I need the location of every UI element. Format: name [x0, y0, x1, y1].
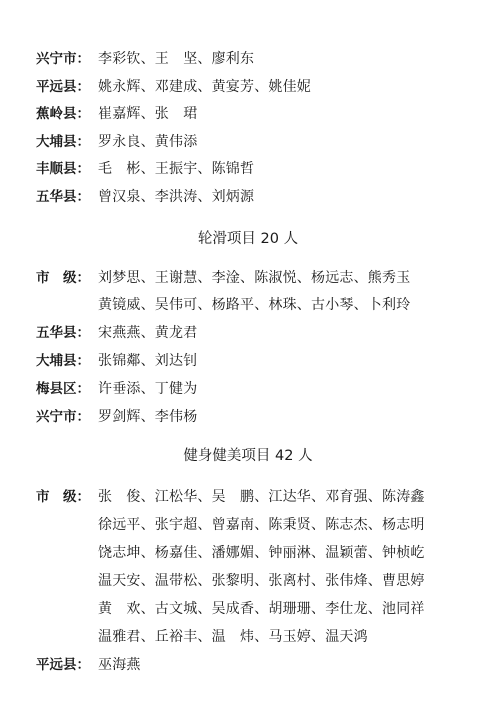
region-label: 平远县：: [36, 79, 90, 95]
names-list: 曾汉泉、李洪涛、刘炳源: [98, 189, 255, 205]
region-label: 兴宁市：: [36, 51, 90, 67]
roster-row: [0, 652, 496, 678]
names-list: 张 俊、江松华、吴 鹏、江达华、邓育强、陈涛鑫: [98, 489, 425, 505]
names-list: 李彩钦、王 坚、廖利东: [98, 51, 255, 67]
section-heading: 轮滑项目 20 人: [197, 231, 299, 247]
roster-row: [0, 320, 496, 346]
names-list: 罗永良、黄伟添: [98, 134, 198, 150]
region-label: 大埔县：: [36, 353, 90, 369]
names-list: 饶志坤、杨嘉佳、潘娜媚、钟丽淋、温颖蕾、钟桢屹: [98, 545, 425, 561]
names-list: 黄 欢、古文城、吴成香、胡珊珊、李仕龙、池同祥: [98, 601, 425, 617]
roster-row: [0, 404, 496, 430]
region-label: 市 级：: [36, 489, 90, 505]
names-list: 毛 彬、王振宇、陈锦哲: [98, 161, 255, 177]
region-label: 梅县区：: [36, 381, 90, 397]
region-label: 市 级：: [36, 270, 90, 286]
region-label: 大埔县：: [36, 134, 90, 150]
region-label: 五华县：: [36, 325, 90, 341]
roster-row: [0, 74, 496, 100]
roster-row: [0, 568, 496, 594]
roster-row: [0, 484, 496, 510]
region-label: 丰顺县：: [36, 161, 90, 177]
names-list: 刘梦思、王谢慧、李淦、陈淑悦、杨远志、熊秀玉: [98, 270, 411, 286]
roster-row: [0, 184, 496, 210]
region-label: 五华县：: [36, 189, 90, 205]
names-list: 许垂添、丁健为: [98, 381, 198, 397]
names-list: 巫海燕: [98, 657, 141, 673]
roster-row: [0, 376, 496, 402]
roster-row: [0, 624, 496, 650]
names-list: 张锦鄰、刘达钊: [98, 353, 198, 369]
region-label: 蕉岭县：: [36, 106, 90, 122]
names-list: 罗剑辉、李伟杨: [98, 409, 198, 425]
roster-row: [0, 46, 496, 72]
names-list: 黄镜威、吴伟可、杨路平、林珠、古小琴、卜利玲: [98, 297, 411, 313]
names-list: 宋燕燕、黄龙君: [98, 325, 198, 341]
roster-row: [0, 540, 496, 566]
names-list: 温天安、温带松、张黎明、张离村、张伟烽、曹思婷: [98, 573, 425, 589]
roster-row: [0, 101, 496, 127]
names-list: 崔嘉辉、张 珺: [98, 106, 198, 122]
names-list: 温雅君、丘裕丰、温 炜、马玉婷、温天鸿: [98, 629, 368, 645]
names-list: 姚永辉、邓建成、黄宴芳、姚佳妮: [98, 79, 311, 95]
names-list: 徐远平、张宇超、曾嘉南、陈秉贤、陈志杰、杨志明: [98, 517, 425, 533]
roster-row: [0, 156, 496, 182]
roster-row: [0, 348, 496, 374]
region-label: 平远县：: [36, 657, 90, 673]
roster-row: [0, 292, 496, 318]
section-heading: 健身健美项目 42 人: [183, 448, 313, 464]
region-label: 兴宁市：: [36, 409, 90, 425]
roster-row: [0, 129, 496, 155]
roster-row: [0, 512, 496, 538]
roster-row: [0, 596, 496, 622]
roster-row: [0, 265, 496, 291]
